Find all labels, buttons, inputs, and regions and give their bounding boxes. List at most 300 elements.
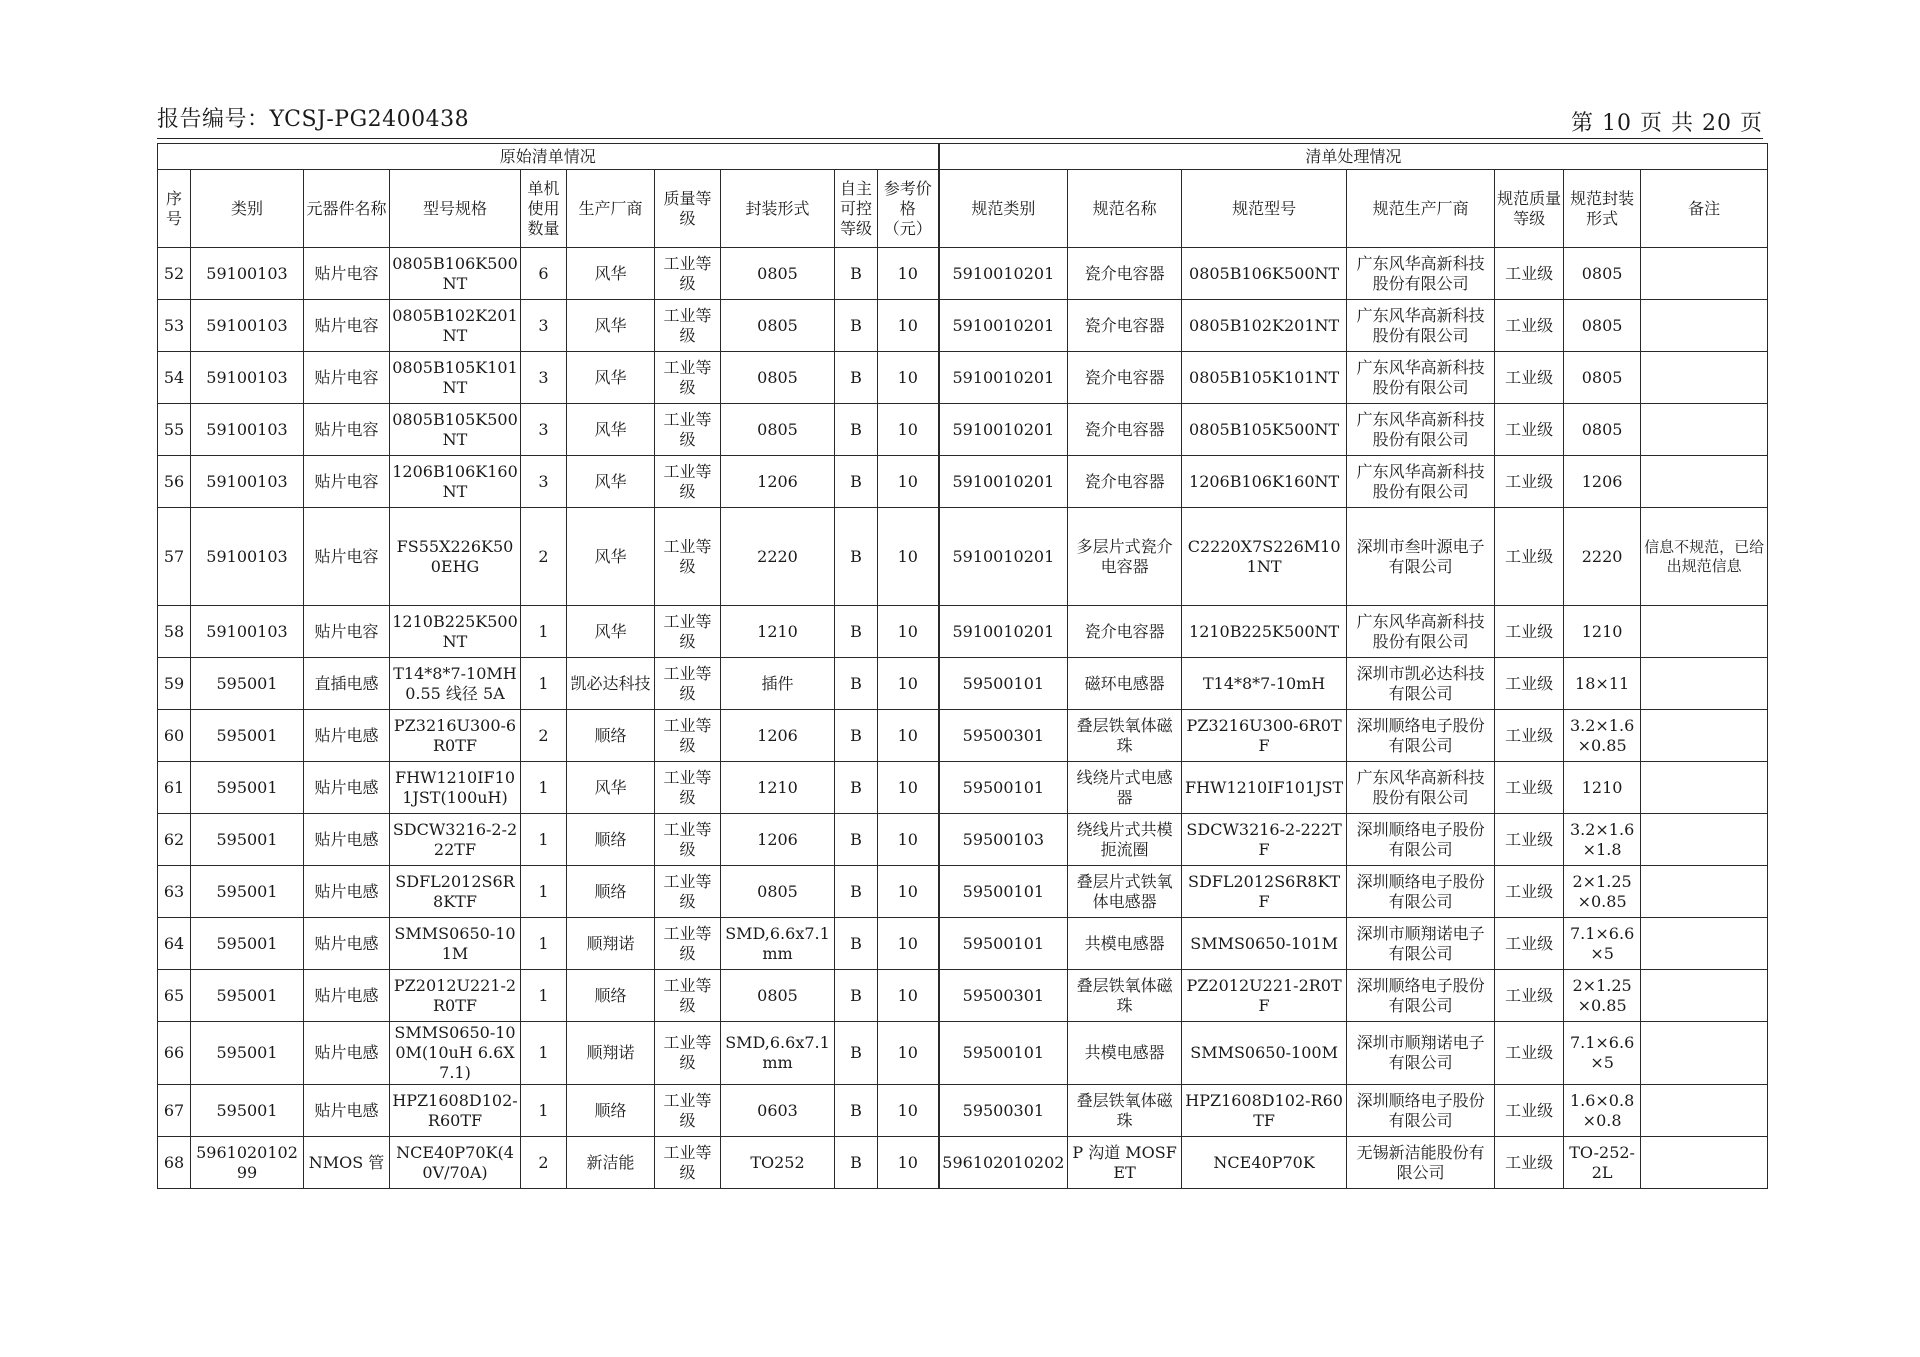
table-cell: 3 [521, 352, 567, 404]
table-cell: 顺翔诺 [567, 918, 655, 970]
column-header-row [158, 170, 1768, 248]
table-row [158, 606, 1768, 658]
table-cell: B [835, 918, 878, 970]
table-cell: 59500101 [939, 658, 1068, 710]
table-cell: 风华 [567, 352, 655, 404]
table-cell: B [835, 606, 878, 658]
table-cell: 0805 [721, 248, 835, 300]
table-cell: 绕线片式共模扼流圈 [1068, 814, 1182, 866]
component-list-table-wrap [157, 143, 1767, 1189]
table-cell: 1.6×0.8×0.8 [1564, 1085, 1641, 1137]
table-cell: 新洁能 [567, 1137, 655, 1189]
table-cell: 深圳顺络电子股份有限公司 [1347, 814, 1495, 866]
table-cell: 贴片电感 [304, 1022, 390, 1085]
table-cell: 工业等级 [655, 1022, 721, 1085]
component-list-table [157, 143, 1768, 1189]
table-cell: SMD,6.6x7.1 mm [721, 1022, 835, 1085]
table-cell: 瓷介电容器 [1068, 300, 1182, 352]
table-cell: 工业等级 [655, 762, 721, 814]
table-cell: 595001 [191, 814, 304, 866]
table-cell: 52 [158, 248, 191, 300]
table-cell: 59 [158, 658, 191, 710]
table-cell: 凯必达科技 [567, 658, 655, 710]
table-cell: 595001 [191, 1022, 304, 1085]
table-cell: 10 [878, 404, 939, 456]
table-cell: 瓷介电容器 [1068, 404, 1182, 456]
table-cell: 3.2×1.6×0.85 [1564, 710, 1641, 762]
table-cell: 贴片电容 [304, 352, 390, 404]
table-cell: 0805B102K201NT [390, 300, 521, 352]
table-cell: 广东风华高新科技股份有限公司 [1347, 300, 1495, 352]
table-row [158, 248, 1768, 300]
table-cell: 1206B106K160NT [390, 456, 521, 508]
table-cell: 工业等级 [655, 814, 721, 866]
table-cell: 10 [878, 710, 939, 762]
table-cell: 2 [521, 710, 567, 762]
table-cell: 工业级 [1495, 658, 1564, 710]
table-cell: NCE40P70K [1182, 1137, 1347, 1189]
table-cell: 64 [158, 918, 191, 970]
table-cell: 0603 [721, 1085, 835, 1137]
table-cell: 59500301 [939, 970, 1068, 1022]
table-cell: 顺络 [567, 814, 655, 866]
table-cell: 广东风华高新科技股份有限公司 [1347, 352, 1495, 404]
table-cell: 贴片电容 [304, 508, 390, 606]
table-cell [1641, 866, 1768, 918]
table-cell: 10 [878, 918, 939, 970]
table-cell: 叠层铁氧体磁珠 [1068, 710, 1182, 762]
table-cell: 59500101 [939, 918, 1068, 970]
table-cell [1641, 456, 1768, 508]
table-cell: 工业等级 [655, 658, 721, 710]
table-cell [1641, 710, 1768, 762]
table-cell: 0805 [1564, 404, 1641, 456]
table-cell: 信息不规范，已给出规范信息 [1641, 508, 1768, 606]
table-cell: 3.2×1.6×1.8 [1564, 814, 1641, 866]
table-cell: 工业等级 [655, 248, 721, 300]
column-header: 参考价格（元） [878, 170, 939, 248]
table-cell: B [835, 248, 878, 300]
table-cell: 59100103 [191, 352, 304, 404]
column-header: 规范生产厂商 [1347, 170, 1495, 248]
table-cell: 1 [521, 866, 567, 918]
table-row [158, 508, 1768, 606]
table-cell [1641, 300, 1768, 352]
table-cell: 贴片电感 [304, 1085, 390, 1137]
table-cell: 18×11 [1564, 658, 1641, 710]
table-cell: 59100103 [191, 404, 304, 456]
table-cell: 风华 [567, 404, 655, 456]
table-cell: 0805B106K500NT [1182, 248, 1347, 300]
table-cell: 66 [158, 1022, 191, 1085]
table-cell: SDCW3216-2-222TF [390, 814, 521, 866]
table-cell: T14*8*7-10MH0.55 线径 5A [390, 658, 521, 710]
table-cell: HPZ1608D102-R60TF [390, 1085, 521, 1137]
table-cell: 深圳顺络电子股份有限公司 [1347, 970, 1495, 1022]
table-cell: SMMS0650-101M [1182, 918, 1347, 970]
table-cell: 596102010202 [939, 1137, 1068, 1189]
report-number-value: YCSJ-PG2400438 [269, 107, 470, 132]
table-cell: 风华 [567, 300, 655, 352]
table-cell: B [835, 658, 878, 710]
column-header: 质量等级 [655, 170, 721, 248]
table-cell: 10 [878, 1137, 939, 1189]
table-cell: 10 [878, 970, 939, 1022]
table-cell [1641, 1137, 1768, 1189]
table-row [158, 970, 1768, 1022]
table-cell: B [835, 404, 878, 456]
table-row [158, 1137, 1768, 1189]
table-cell: 顺络 [567, 970, 655, 1022]
table-row [158, 456, 1768, 508]
table-cell: SMMS0650-101M [390, 918, 521, 970]
table-cell: 63 [158, 866, 191, 918]
table-cell: 工业级 [1495, 710, 1564, 762]
table-cell: 贴片电感 [304, 814, 390, 866]
table-cell: 工业等级 [655, 1137, 721, 1189]
table-cell: 工业级 [1495, 866, 1564, 918]
table-cell: 596102010299 [191, 1137, 304, 1189]
table-cell: 1210 [1564, 606, 1641, 658]
table-cell: 顺翔诺 [567, 1022, 655, 1085]
table-cell: 10 [878, 352, 939, 404]
table-cell: 0805B105K500NT [1182, 404, 1347, 456]
table-cell: 贴片电容 [304, 456, 390, 508]
table-cell: 深圳市顺翔诺电子有限公司 [1347, 1022, 1495, 1085]
table-cell: TO-252-2L [1564, 1137, 1641, 1189]
table-cell: 工业级 [1495, 1022, 1564, 1085]
table-cell: 贴片电感 [304, 970, 390, 1022]
table-row [158, 814, 1768, 866]
table-cell: 10 [878, 300, 939, 352]
table-cell: 0805 [1564, 300, 1641, 352]
table-cell: SDCW3216-2-222TF [1182, 814, 1347, 866]
table-cell: B [835, 300, 878, 352]
table-cell: B [835, 762, 878, 814]
table-cell: 595001 [191, 710, 304, 762]
group-header-processed: 清单处理情况 [939, 144, 1768, 170]
table-cell: 65 [158, 970, 191, 1022]
table-cell: B [835, 352, 878, 404]
table-cell: 57 [158, 508, 191, 606]
table-cell: 0805B106K500NT [390, 248, 521, 300]
table-cell: 10 [878, 248, 939, 300]
table-cell: 59500301 [939, 710, 1068, 762]
table-cell: 深圳顺络电子股份有限公司 [1347, 710, 1495, 762]
table-cell: 5910010201 [939, 352, 1068, 404]
table-cell: 59500103 [939, 814, 1068, 866]
table-cell: 工业等级 [655, 606, 721, 658]
table-cell: 贴片电感 [304, 710, 390, 762]
table-cell: 2220 [1564, 508, 1641, 606]
page-number: 第 10 页 共 20 页 [1571, 111, 1763, 136]
table-cell [1641, 1022, 1768, 1085]
table-cell: 6 [521, 248, 567, 300]
table-cell: 59100103 [191, 508, 304, 606]
table-cell: 59500101 [939, 1022, 1068, 1085]
table-cell: 多层片式瓷介电容器 [1068, 508, 1182, 606]
table-cell [1641, 918, 1768, 970]
table-cell: 59100103 [191, 248, 304, 300]
table-cell: 贴片电容 [304, 404, 390, 456]
table-cell: 工业等级 [655, 352, 721, 404]
table-cell [1641, 762, 1768, 814]
table-cell: 0805 [1564, 352, 1641, 404]
table-cell: 工业级 [1495, 508, 1564, 606]
table-cell: 共模电感器 [1068, 1022, 1182, 1085]
table-cell: 59500301 [939, 1085, 1068, 1137]
table-cell: 贴片电感 [304, 866, 390, 918]
table-cell: 工业级 [1495, 970, 1564, 1022]
column-header: 类别 [191, 170, 304, 248]
column-header: 规范封装形式 [1564, 170, 1641, 248]
column-header: 自主可控等级 [835, 170, 878, 248]
column-header: 元器件名称 [304, 170, 390, 248]
table-cell: 59100103 [191, 456, 304, 508]
table-cell: 贴片电感 [304, 918, 390, 970]
table-cell: 5910010201 [939, 248, 1068, 300]
column-header: 生产厂商 [567, 170, 655, 248]
table-row [158, 404, 1768, 456]
table-cell: 58 [158, 606, 191, 658]
table-cell: 叠层片式铁氧体电感器 [1068, 866, 1182, 918]
table-cell: NMOS 管 [304, 1137, 390, 1189]
table-row [158, 762, 1768, 814]
table-cell [1641, 814, 1768, 866]
table-cell: 10 [878, 762, 939, 814]
table-cell: 贴片电容 [304, 248, 390, 300]
group-header-original: 原始清单情况 [158, 144, 939, 170]
table-cell: 1210B225K500NT [390, 606, 521, 658]
table-cell: 59100103 [191, 300, 304, 352]
table-cell: 叠层铁氧体磁珠 [1068, 970, 1182, 1022]
table-cell: B [835, 866, 878, 918]
table-cell: 贴片电容 [304, 300, 390, 352]
table-cell: 瓷介电容器 [1068, 606, 1182, 658]
table-cell: 595001 [191, 970, 304, 1022]
table-cell: 0805 [721, 970, 835, 1022]
table-cell: 60 [158, 710, 191, 762]
table-cell: 工业等级 [655, 866, 721, 918]
column-header: 规范类别 [939, 170, 1068, 248]
column-header: 备注 [1641, 170, 1768, 248]
table-cell: 磁环电感器 [1068, 658, 1182, 710]
table-cell: 工业等级 [655, 508, 721, 606]
table-cell: FHW1210IF101JST(100uH) [390, 762, 521, 814]
table-cell: 1206B106K160NT [1182, 456, 1347, 508]
table-cell [1641, 658, 1768, 710]
column-header: 规范型号 [1182, 170, 1347, 248]
table-cell: 0805B105K500NT [390, 404, 521, 456]
table-cell: 59500101 [939, 762, 1068, 814]
table-cell: 风华 [567, 606, 655, 658]
table-cell: B [835, 970, 878, 1022]
page-header [157, 98, 1763, 139]
table-cell: C2220X7S226M101NT [1182, 508, 1347, 606]
table-cell: 595001 [191, 866, 304, 918]
table-cell: 深圳市顺翔诺电子有限公司 [1347, 918, 1495, 970]
report-number-label: 报告编号： [157, 107, 270, 132]
table-cell: B [835, 1137, 878, 1189]
table-cell: 1 [521, 606, 567, 658]
report-number [157, 102, 469, 133]
table-cell: NCE40P70K(40V/70A) [390, 1137, 521, 1189]
table-row [158, 658, 1768, 710]
table-cell: 工业级 [1495, 606, 1564, 658]
table-cell: 1 [521, 1085, 567, 1137]
table-cell: 广东风华高新科技股份有限公司 [1347, 404, 1495, 456]
table-cell: 工业等级 [655, 970, 721, 1022]
table-cell: 595001 [191, 658, 304, 710]
table-cell: 0805B105K101NT [1182, 352, 1347, 404]
table-cell: 0805 [721, 404, 835, 456]
table-cell: 插件 [721, 658, 835, 710]
table-cell: 工业级 [1495, 404, 1564, 456]
table-cell: 595001 [191, 918, 304, 970]
table-cell: B [835, 456, 878, 508]
table-cell: 1210 [1564, 762, 1641, 814]
table-cell: 工业等级 [655, 404, 721, 456]
table-cell: B [835, 814, 878, 866]
table-cell: 5910010201 [939, 508, 1068, 606]
table-cell: 风华 [567, 248, 655, 300]
table-cell: 1 [521, 918, 567, 970]
table-cell: 叠层铁氧体磁珠 [1068, 1085, 1182, 1137]
table-row [158, 352, 1768, 404]
table-cell: PZ3216U300-6R0TF [1182, 710, 1347, 762]
table-row [158, 1085, 1768, 1137]
table-cell: 深圳市凯必达科技有限公司 [1347, 658, 1495, 710]
table-cell: 1206 [721, 456, 835, 508]
table-cell: 工业等级 [655, 710, 721, 762]
table-cell: 工业级 [1495, 300, 1564, 352]
table-cell: 1210 [721, 606, 835, 658]
table-cell: FS55X226K500EHG [390, 508, 521, 606]
table-cell: 7.1×6.6×5 [1564, 1022, 1641, 1085]
table-cell: 贴片电容 [304, 606, 390, 658]
table-cell: 瓷介电容器 [1068, 456, 1182, 508]
table-cell: PZ3216U300-6R0TF [390, 710, 521, 762]
table-cell: 54 [158, 352, 191, 404]
column-header: 型号规格 [390, 170, 521, 248]
table-cell: P 沟道 MOSFET [1068, 1137, 1182, 1189]
table-cell [1641, 1085, 1768, 1137]
table-cell: 67 [158, 1085, 191, 1137]
table-cell: 2 [521, 1137, 567, 1189]
table-cell: TO252 [721, 1137, 835, 1189]
table-body [158, 248, 1768, 1189]
table-cell: 10 [878, 508, 939, 606]
table-cell: 55 [158, 404, 191, 456]
column-header: 规范质量等级 [1495, 170, 1564, 248]
table-cell: 风华 [567, 456, 655, 508]
table-cell: 工业级 [1495, 248, 1564, 300]
table-cell: 2×1.25×0.85 [1564, 970, 1641, 1022]
table-cell: 2×1.25×0.85 [1564, 866, 1641, 918]
table-cell: 10 [878, 1085, 939, 1137]
table-cell: 工业级 [1495, 1137, 1564, 1189]
table-cell: 0805 [721, 300, 835, 352]
table-cell: PZ2012U221-2R0TF [1182, 970, 1347, 1022]
table-row [158, 866, 1768, 918]
table-cell: 工业等级 [655, 1085, 721, 1137]
table-cell: 10 [878, 1022, 939, 1085]
table-cell: 广东风华高新科技股份有限公司 [1347, 606, 1495, 658]
table-cell: 工业级 [1495, 918, 1564, 970]
table-cell: 0805 [721, 352, 835, 404]
table-cell: 1 [521, 814, 567, 866]
table-cell: 贴片电感 [304, 762, 390, 814]
table-cell [1641, 404, 1768, 456]
table-cell: 59500101 [939, 866, 1068, 918]
table-cell: 1206 [721, 710, 835, 762]
table-cell: 瓷介电容器 [1068, 352, 1182, 404]
table-cell: 2 [521, 508, 567, 606]
table-cell: 广东风华高新科技股份有限公司 [1347, 248, 1495, 300]
table-cell: 工业级 [1495, 762, 1564, 814]
table-cell: 68 [158, 1137, 191, 1189]
table-cell: 595001 [191, 1085, 304, 1137]
table-cell: B [835, 710, 878, 762]
table-cell: 1 [521, 658, 567, 710]
table-cell: 顺络 [567, 866, 655, 918]
table-cell: 5910010201 [939, 404, 1068, 456]
table-cell: 1210 [721, 762, 835, 814]
table-cell: 直插电感 [304, 658, 390, 710]
table-cell: 10 [878, 814, 939, 866]
table-cell: 工业级 [1495, 814, 1564, 866]
table-cell: 0805 [721, 866, 835, 918]
table-cell: T14*8*7-10mH [1182, 658, 1347, 710]
table-cell: 1 [521, 1022, 567, 1085]
table-cell: 顺络 [567, 1085, 655, 1137]
table-cell: SMMS0650-100M [1182, 1022, 1347, 1085]
table-row [158, 918, 1768, 970]
table-cell: 61 [158, 762, 191, 814]
table-cell [1641, 606, 1768, 658]
table-cell: 3 [521, 300, 567, 352]
table-cell: SDFL2012S6R8KTF [1182, 866, 1347, 918]
table-cell [1641, 248, 1768, 300]
table-cell: 深圳市叁叶源电子有限公司 [1347, 508, 1495, 606]
table-cell: 53 [158, 300, 191, 352]
table-cell: 线绕片式电感器 [1068, 762, 1182, 814]
table-cell: 62 [158, 814, 191, 866]
table-cell: 10 [878, 456, 939, 508]
table-cell: PZ2012U221-2R0TF [390, 970, 521, 1022]
table-cell: 5910010201 [939, 606, 1068, 658]
table-cell: 深圳顺络电子股份有限公司 [1347, 866, 1495, 918]
table-cell: 56 [158, 456, 191, 508]
table-cell: 工业级 [1495, 1085, 1564, 1137]
table-cell: 风华 [567, 508, 655, 606]
table-cell: 59100103 [191, 606, 304, 658]
table-cell: 1206 [1564, 456, 1641, 508]
table-cell: SDFL2012S6R8KTF [390, 866, 521, 918]
table-cell: SMD,6.6x7.1 mm [721, 918, 835, 970]
table-cell: 5910010201 [939, 456, 1068, 508]
table-cell: 工业级 [1495, 352, 1564, 404]
column-header: 单机使用数量 [521, 170, 567, 248]
table-cell: 2220 [721, 508, 835, 606]
table-cell: HPZ1608D102-R60TF [1182, 1085, 1347, 1137]
table-row [158, 300, 1768, 352]
table-cell: 风华 [567, 762, 655, 814]
table-cell: B [835, 1085, 878, 1137]
table-cell: 顺络 [567, 710, 655, 762]
table-cell: 1210B225K500NT [1182, 606, 1347, 658]
table-cell [1641, 352, 1768, 404]
